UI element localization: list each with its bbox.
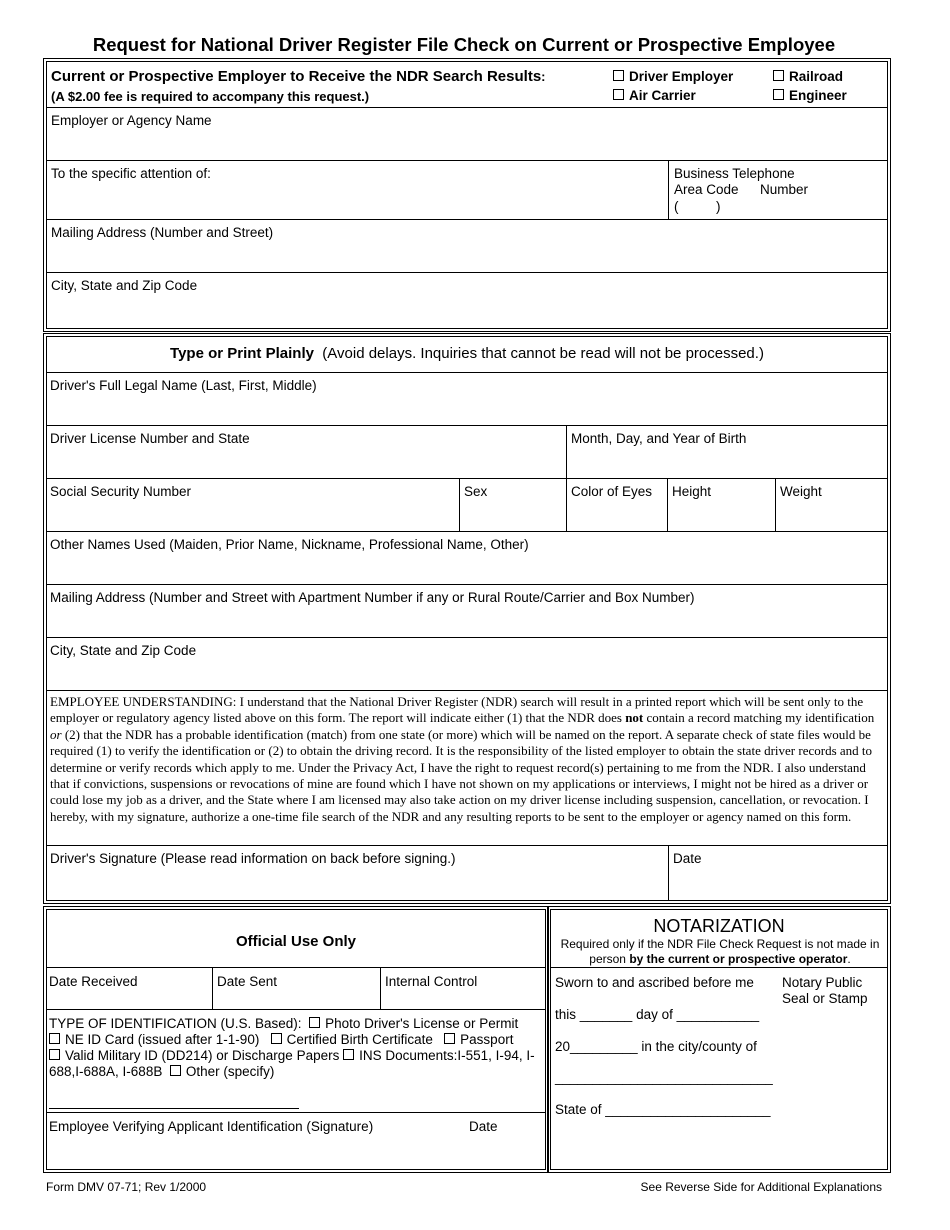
checkbox-icon — [613, 70, 624, 81]
driver-signature-field[interactable] — [47, 846, 669, 900]
full-name-label: Driver's Full Legal Name (Last, First, Middle) — [50, 378, 317, 393]
date-sent-field[interactable] — [213, 968, 381, 1009]
driver-mailing-label: Mailing Address (Number and Street with Apartment Number if any or Rural Route/Carrier and Box Number) — [50, 590, 695, 605]
id-option-military[interactable]: Valid Military ID (DD214) or Discharge Papers — [49, 1048, 339, 1063]
license-label: Driver License Number and State — [50, 431, 250, 446]
internal-control-label: Internal Control — [385, 974, 478, 989]
area-code-label: Area Code — [674, 182, 739, 197]
employer-name-field[interactable] — [47, 108, 887, 161]
id-option-ne-id[interactable]: NE ID Card (issued after 1-1-90) — [49, 1032, 259, 1047]
verifying-signature-field[interactable] — [47, 1113, 545, 1169]
notarization-heading: NOTARIZATION — [653, 916, 785, 936]
license-number-field[interactable] — [47, 426, 567, 478]
checkbox-engineer[interactable]: Engineer — [773, 88, 847, 104]
checkbox-air-carrier[interactable]: Air Carrier — [613, 88, 696, 104]
type-print-text: Type or Print Plainly (Avoid delays. Inquiries that cannot be read will not be processed.) — [170, 345, 764, 362]
verifying-date-label: Date — [469, 1119, 498, 1134]
signature-date-label: Date — [673, 851, 702, 866]
employer-mailing-field[interactable] — [47, 220, 887, 273]
checkbox-icon — [271, 1033, 282, 1044]
phone-label: Business Telephone — [674, 166, 795, 181]
checkbox-icon — [773, 70, 784, 81]
checkbox-icon — [309, 1017, 320, 1028]
driver-city-label: City, State and Zip Code — [50, 643, 197, 658]
height-field[interactable] — [668, 479, 776, 531]
weight-field[interactable] — [776, 479, 887, 531]
employer-section — [46, 61, 888, 329]
see-reverse-note: See Reverse Side for Additional Explanations — [640, 1180, 882, 1194]
driver-mailing-field[interactable] — [47, 585, 887, 638]
license-row — [47, 426, 887, 479]
city-county-line[interactable]: 20_________ in the city/county of — [555, 1039, 757, 1054]
other-names-label: Other Names Used (Maiden, Prior Name, Nickname, Professional Name, Other) — [50, 537, 529, 552]
id-type-block — [47, 1010, 545, 1113]
checkbox-icon — [343, 1049, 354, 1060]
ssn-label: Social Security Number — [50, 484, 192, 499]
employer-city-label: City, State and Zip Code — [51, 278, 198, 293]
checkbox-icon — [613, 89, 624, 100]
eyes-label: Color of Eyes — [571, 484, 653, 499]
form-title: Request for National Driver Register File Check on Current or Prospective Employee — [92, 34, 836, 55]
sex-field[interactable] — [460, 479, 567, 531]
weight-label: Weight — [780, 484, 822, 499]
ssn-field[interactable] — [47, 479, 460, 531]
id-option-birth-cert[interactable]: Certified Birth Certificate — [271, 1032, 433, 1047]
state-of-line[interactable]: State of ______________________ — [555, 1102, 771, 1117]
date-sent-label: Date Sent — [217, 974, 278, 989]
official-use-section — [46, 909, 546, 1170]
signature-label: Driver's Signature (Please read information on back before signing.) — [50, 851, 456, 866]
dates-row — [47, 968, 545, 1010]
driver-city-field[interactable] — [47, 638, 887, 691]
employer-heading: Current or Prospective Employer to Receive the NDR Search Results: — [51, 68, 546, 85]
notarization-section — [550, 909, 888, 1170]
attention-field[interactable] — [47, 161, 669, 219]
driver-section — [46, 336, 888, 901]
checkbox-icon — [49, 1049, 60, 1060]
type-print-header — [47, 337, 887, 373]
day-of-line[interactable]: this _______ day of ___________ — [555, 1007, 760, 1022]
other-names-field[interactable] — [47, 532, 887, 585]
other-specify-line[interactable] — [49, 1108, 299, 1109]
checkbox-icon — [773, 89, 784, 100]
checkbox-icon — [170, 1065, 181, 1076]
employer-header — [47, 62, 887, 108]
number-label: Number — [760, 182, 809, 197]
internal-control-field[interactable] — [381, 968, 545, 1009]
business-phone-field[interactable] — [669, 161, 887, 219]
attention-row — [47, 161, 887, 220]
employer-name-label: Employer or Agency Name — [51, 113, 212, 128]
official-use-heading: Official Use Only — [235, 933, 357, 950]
driver-full-name-field[interactable] — [47, 373, 887, 426]
date-received-label: Date Received — [49, 974, 138, 989]
understanding-text: EMPLOYEE UNDERSTANDING: I understand that the National Driver Register (NDR) search will result in a printed report which will be sent only to the employer or regulatory agency listed above on this form. The report will indicate either (1) that the NDR does not contain a record matching my identification or (2) that the NDR has a probable identification (match) from one state (or more) which will be named on the report. A separate check of state files would be required (1) to verify the identification or (2) to obtain the driving record. It is the responsibility of the listed employer to obtain the state driver records and to determine or verify records which apply to me. Under the Privacy Act, I have the right to request record(s) pertaining to me from the NDR. I also understand that if convictions, suspensions or revocations of mine are found which I have not shown on my applications or interviews, I might not be hired as a driver or could lose my job as a driver, and the State where I am licensed may also take action on my driver license including suspension, cancellation, or revocation. I hereby, with my signature, authorize a one-time file search of the NDR and any resulting reports to be sent to the employer or agency named on this form. — [50, 694, 875, 824]
dob-label: Month, Day, and Year of Birth — [571, 431, 747, 446]
ssn-row — [47, 479, 887, 532]
sworn-text: Sworn to and ascribed before me — [555, 975, 754, 990]
sex-label: Sex — [464, 484, 488, 499]
id-option-passport[interactable]: Passport — [444, 1032, 513, 1047]
checkbox-railroad[interactable]: Railroad — [773, 69, 843, 85]
id-option-photo[interactable]: Photo Driver's License or Permit — [309, 1016, 518, 1031]
form-number: Form DMV 07-71; Rev 1/2000 — [46, 1180, 207, 1194]
id-option-ins[interactable]: INS Documents:I-551, I-94, I-688,I-688A, I-688B — [49, 1048, 535, 1079]
id-type-text — [49, 1016, 543, 1080]
fee-note: (A $2.00 fee is required to accompany this request.) — [51, 89, 370, 104]
notary-seal-label: Notary Public Seal or Stamp — [782, 975, 868, 1006]
id-option-other[interactable]: Other (specify) — [170, 1064, 275, 1079]
notarization-header — [551, 910, 887, 968]
attention-label: To the specific attention of: — [51, 166, 211, 181]
eye-color-field[interactable] — [567, 479, 668, 531]
checkbox-icon — [444, 1033, 455, 1044]
employer-city-field[interactable] — [47, 273, 887, 328]
phone-parens: ( ) — [674, 199, 721, 214]
city-county-blank[interactable]: _____________________________ — [555, 1070, 773, 1085]
checkbox-icon — [49, 1033, 60, 1044]
checkbox-driver-employer[interactable]: Driver Employer — [613, 69, 733, 85]
dob-field[interactable] — [567, 426, 887, 478]
employer-mailing-label: Mailing Address (Number and Street) — [51, 225, 274, 240]
id-heading: TYPE OF IDENTIFICATION (U.S. Based): — [49, 1016, 302, 1031]
verifying-label: Employee Verifying Applicant Identification (Signature) — [49, 1119, 374, 1134]
signature-row — [47, 846, 887, 900]
official-use-header — [47, 910, 545, 968]
employee-understanding — [47, 691, 887, 846]
height-label: Height — [672, 484, 712, 499]
signature-date-field[interactable] — [669, 846, 887, 900]
date-received-field[interactable] — [47, 968, 213, 1009]
notarization-note: Required only if the NDR File Check Request is not made in person by the current or prospective operator. — [560, 937, 880, 966]
